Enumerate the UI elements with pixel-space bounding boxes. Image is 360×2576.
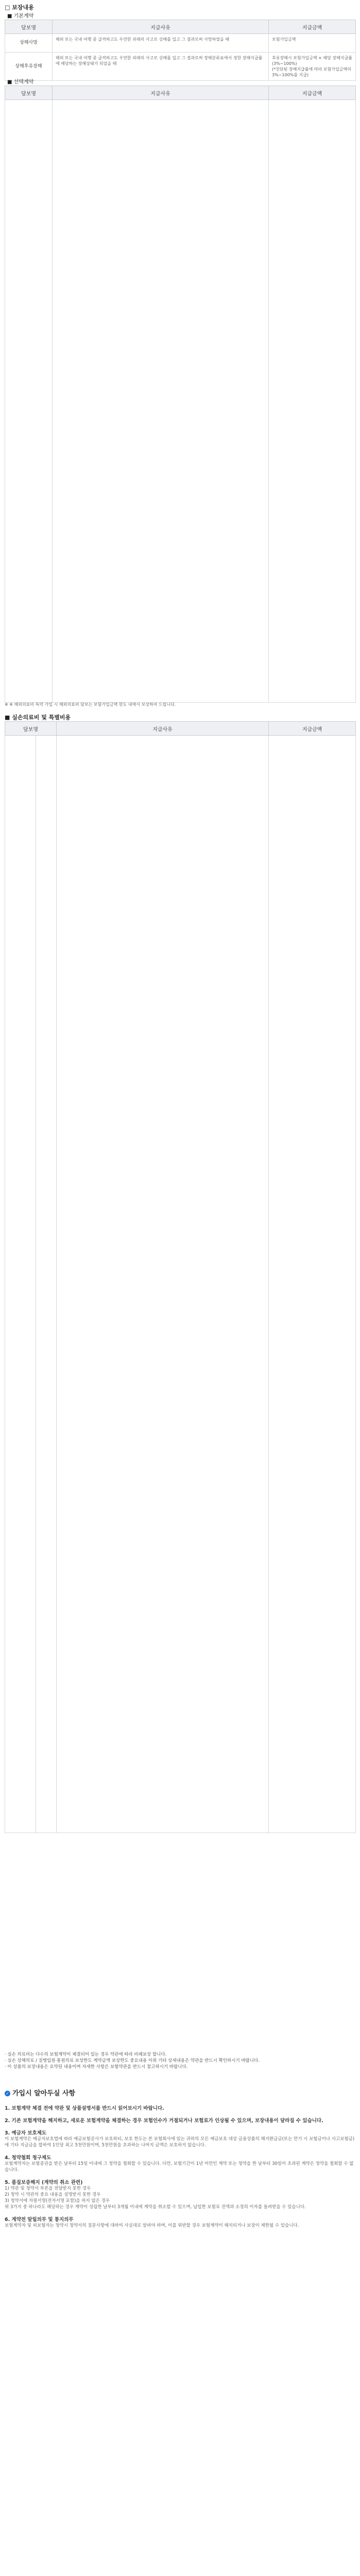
- table-row: [5, 100, 356, 703]
- notes-list: · 실손 의료비는 다수의 보험계약이 체결되어 있는 경우 약관에 따라 비례보상 합니다. · 실손 상해의료 / 질병입원·통원의료 보상한도 계약금액 보상한도 중요내용 이외 기타 상세내용은 약관을 반드시 확인하시기 바랍니다. · 이 상품의 보장내용은 요약된 내용이며 자세한 사항은 보험약관을 반드시 참고하시기 바랍니다.: [5, 2052, 260, 2070]
- header-name: 담보명: [5, 86, 53, 100]
- choice-contract-title: ■ 선택계약: [7, 79, 34, 85]
- info-item-title: 5. 품질보증해지 (계약의 취소 관련): [5, 2180, 83, 2185]
- medical-table: [5, 721, 356, 1833]
- info-item-body: 보험계약자는 보험증권을 받은 날부터 15일 이내에 그 청약을 철회할 수 있습니다. 다만, 보험기간이 1년 미만인 계약 또는 청약을 한 날부터 30일이 초과된 계약은 청약을 철회할 수 없습니다.: [5, 2161, 354, 2173]
- coverage-section-title: □ 보장내용: [5, 4, 34, 11]
- header-reason: 지급사유: [57, 722, 269, 736]
- info-item-title: 4. 청약철회 청구제도: [5, 2155, 52, 2161]
- info-item-title: 2. 기존 보험계약을 해지하고, 새로운 보험계약을 체결하는 경우 보험인수가 거절되거나 보험료가 인상될 수 있으며, 보장내용이 달라질 수 있습니다.: [5, 2118, 323, 2124]
- table-row: [5, 34, 356, 53]
- choice-contract-text: 선택계약: [13, 79, 34, 85]
- info-block: [5, 2099, 355, 2229]
- info-item-title: 6. 계약전 알릴의무 및 통지의무: [5, 2217, 74, 2223]
- basic-contract-title: ■ 기본계약: [7, 13, 34, 19]
- header-name: 담보명: [5, 20, 53, 34]
- table-row: [5, 736, 356, 1833]
- medical-section-text: 실손의료비 및 특별비용: [12, 714, 71, 721]
- choice-contract-table: [5, 86, 356, 703]
- header-reason: 지급사유: [53, 20, 269, 34]
- basic-contract-table: [5, 20, 356, 81]
- coverage-amount: 보험가입금액: [269, 34, 356, 53]
- info-item-body: 이 보험계약은 예금자보호법에 따라 예금보험공사가 보호하되, 보호 한도는 본 보험회사에 있는 귀하의 모든 예금보호 대상 금융상품의 해지환급금(또는 만기 시 보험금이나 사고보험금)에 기타 지급금을 합하여 1인당 최고 5천만원이며, 5천만원을 초과하는 나머지 금액은 보호하지 않습니다.: [5, 2137, 355, 2148]
- check-circle-icon: ✓: [5, 2091, 10, 2096]
- coverage-amount: 후유장해시 보험가입금액 × 해당 장해지급률 (3%~100%) (*진단된 장해지급률에 따라 보험가입금액의 3%~100%를 지급): [269, 53, 356, 81]
- header-name: 담보명: [5, 722, 57, 736]
- header-reason: 지급사유: [53, 86, 269, 100]
- section1-footnote: ※ ※ 해외의료비 특약 가입 시 해외의료비 담보는 보험가입금액 한도 내에서 보상하여 드립니다.: [5, 702, 176, 707]
- info-title-text: 가입시 알아두실 사항: [12, 2090, 76, 2097]
- basic-contract-text: 기본계약: [13, 13, 34, 19]
- coverage-reason: 해외 또는 국내 여행 중 급격하고도 우연한 외래의 사고로 상해를 입고 그 결과로써 장해분류표에서 정한 장해지급률에 해당하는 장해상태가 되었을 때: [53, 53, 269, 81]
- info-title: [5, 2088, 75, 2097]
- info-item-title: 1. 보험계약 체결 전에 약관 및 상품설명서를 반드시 읽어보시기 바랍니다.: [5, 2106, 164, 2111]
- medical-section-title: ■ 실손의료비 및 특별비용: [5, 714, 71, 721]
- info-item-body: 보험계약자 및 피보험자는 청약시 청약서의 질문사항에 대하여 사실대로 알려야 하며, 이를 위반할 경우 보험계약이 해지되거나 보장이 제한될 수 있습니다.: [5, 2223, 299, 2228]
- coverage-title-text: 보장내용: [12, 4, 34, 11]
- header-amount: 지급금액: [269, 722, 356, 736]
- coverage-reason: 해외 또는 국내 여행 중 급격하고도 우연한 외래의 사고로 상해를 입고 그 결과로써 사망하였을 때: [53, 34, 269, 53]
- footnote-text: ※ 해외의료비 특약 가입 시 해외의료비 담보는 보험가입금액 한도 내에서 보상하여 드립니다.: [9, 702, 176, 707]
- info-item-title: 3. 예금자 보호제도: [5, 2130, 47, 2136]
- coverage-name: 상해사망: [5, 34, 53, 53]
- table-row: [5, 53, 356, 81]
- coverage-name: 상해후유장해: [5, 53, 53, 81]
- info-item-body: 1) 약관 및 청약서 부본을 전달받지 못한 경우 2) 청약 시 약관의 중요 내용을 설명받지 못한 경우 3) 청약서에 자필서명(전자서명 포함)을 하지 않은 경우 위 3가지 중 하나라도 해당하는 경우 계약이 성립한 날부터 3개월 이내에 계약을 취소할 수 있으며, 납입한 보험료 전액과 소정의 이자를 돌려받을 수 있습니다.: [5, 2186, 306, 2210]
- header-amount: 지급금액: [269, 20, 356, 34]
- header-amount: 지급금액: [269, 86, 356, 100]
